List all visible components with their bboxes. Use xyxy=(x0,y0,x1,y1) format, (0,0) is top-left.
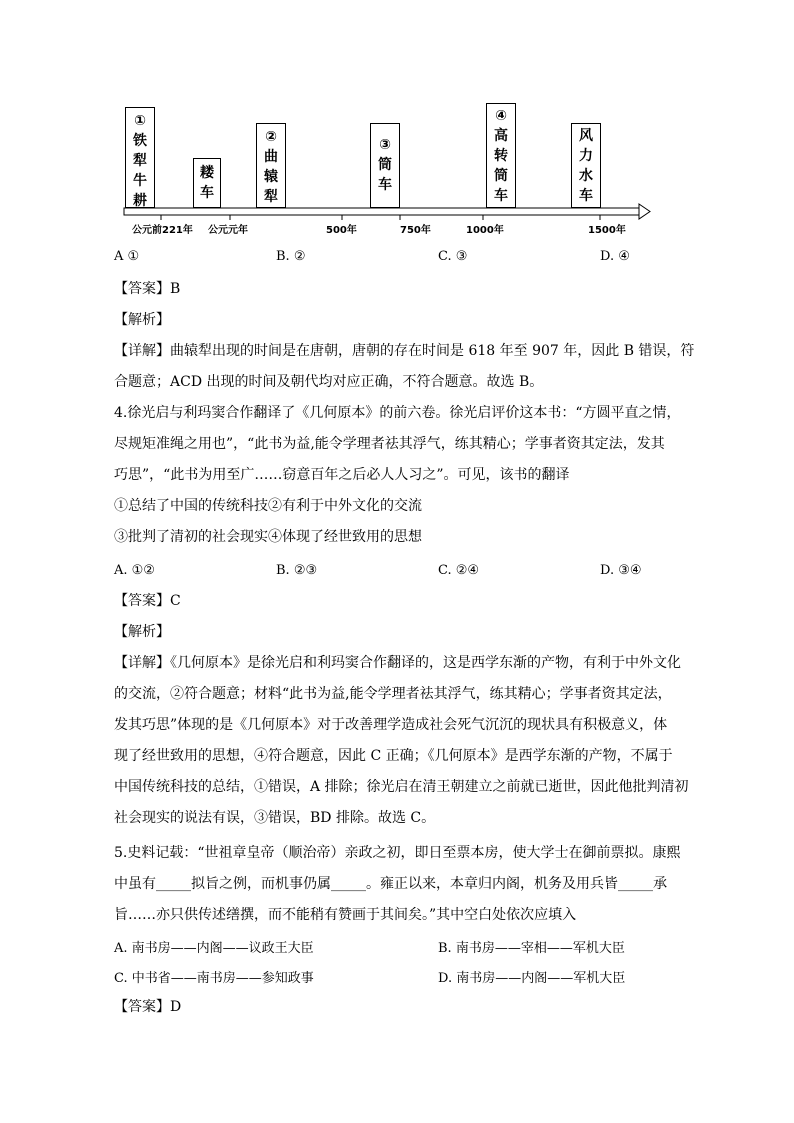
q3-option-d: D. ④ xyxy=(600,249,630,264)
q3-option-c: C. ③ xyxy=(438,249,468,264)
q4-detail-line: 【详解】《几何原本》是徐光启和利玛窦合作翻译的，这是西学东渐的产物，有利于中外文化 xyxy=(114,655,681,671)
timeline-tick-label: 750年 xyxy=(400,225,431,236)
q5-option-d: D. 南书房——内阁——军机大臣 xyxy=(438,971,626,986)
timeline-box-seed-drill: 耧 车 xyxy=(193,158,221,208)
q3-detail-line: 【详解】曲辕犁出现的时间是在唐朝，唐朝的存在时间是 618 年至 907 年，因此 B 错误，符 xyxy=(114,343,695,359)
q4-option-b: B. ②③ xyxy=(276,563,318,578)
q5-stem-line: 5.史料记载：“世祖章皇帝（顺治帝）亲政之初，即日至票本房，使大学士在御前票拟。康熙 xyxy=(114,845,681,861)
q3-option-a: A ① xyxy=(114,249,140,264)
q4-stem-line: 4.徐光启与利玛窦合作翻译了《几何原本》的前六卷。徐光启评价这本书：“方圆平直之情， xyxy=(114,405,681,421)
q4-analysis-label: 【解析】 xyxy=(114,624,170,640)
timeline-tick-label: 公元元年 xyxy=(208,225,248,236)
q4-answer: 【答案】C xyxy=(114,593,181,609)
q4-detail-line: 发其巧思”体现的是《几何原本》对于改善理学造成社会死气沉沉的现状具有积极意义，体 xyxy=(114,717,668,733)
q4-stem-line: 巧思”，“此书为用至广……窃意百年之后必人人习之”。可见，该书的翻译 xyxy=(114,467,570,483)
timeline-box-iron-plough: ① 铁 犁 牛 耕 xyxy=(125,107,155,208)
timeline-tick-label: 1500年 xyxy=(588,225,626,236)
timeline-tick-label: 500年 xyxy=(326,225,357,236)
q4-detail-line: 现了经世致用的思想，④符合题意，因此 C 正确；《几何原本》是西学东渐的产物，不属于 xyxy=(114,748,673,764)
q4-statement-line: ①总结了中国的传统科技②有利于中外文化的交流 xyxy=(114,498,422,514)
q3-option-b: B. ② xyxy=(276,249,306,264)
q5-answer: 【答案】D xyxy=(114,999,182,1015)
timeline-box-high-tube-wheel: ④ 高 转 筒 车 xyxy=(486,103,516,208)
q5-option-b: B. 南书房——宰相——军机大臣 xyxy=(438,941,625,956)
q4-detail-line: 中国传统科技的总结，①错误，A 排除；徐光启在清王朝建立之前就已逝世，因此他批判清初 xyxy=(114,779,689,795)
q5-stem-line: 中虽有_____拟旨之例，而机事仍属_____。雍正以来，本章归内阁，机务及用兵皆_____承 xyxy=(114,876,667,892)
q4-option-a: A. ①② xyxy=(114,563,155,578)
q3-analysis-label: 【解析】 xyxy=(114,312,170,328)
timeline-tick-label: 公元前221年 xyxy=(132,225,193,236)
q4-statement-line: ③批判了清初的社会现实④体现了经世致用的思想 xyxy=(114,529,422,545)
timeline-box-curved-plough: ② 曲 辕 犁 xyxy=(256,123,286,208)
q3-answer: 【答案】B xyxy=(114,281,181,297)
timeline-tick-label: 1000年 xyxy=(466,225,504,236)
q5-stem-line: 旨……亦只供传述缮撰，而不能稍有赞画于其间矣。”其中空白处依次应填入 xyxy=(114,907,577,923)
q3-detail-line: 合题意；ACD 出现的时间及朝代均对应正确，不符合题意。故选 B。 xyxy=(114,374,544,390)
q4-stem-line: 尽规矩准绳之用也”，“此书为益,能令学理者祛其浮气，练其精心；学事者资其定法，发其 xyxy=(114,436,665,452)
q4-option-c: C. ②④ xyxy=(438,563,480,578)
q5-option-c: C. 中书省——南书房——参知政事 xyxy=(114,971,314,986)
q4-detail-line: 的交流，②符合题意；材料“此书为益,能令学理者祛其浮气，练其精心；学事者资其定法， xyxy=(114,686,672,702)
timeline-box-tube-wheel: ③ 筒 车 xyxy=(370,123,400,208)
q5-option-a: A. 南书房——内阁——议政王大臣 xyxy=(114,941,314,956)
timeline-box-wind-water-wheel: 风 力 水 车 xyxy=(571,123,601,208)
q4-detail-line: 社会现实的说法有误，③错误，BD 排除。故选 C。 xyxy=(114,810,436,826)
q4-option-d: D. ③④ xyxy=(600,563,642,578)
